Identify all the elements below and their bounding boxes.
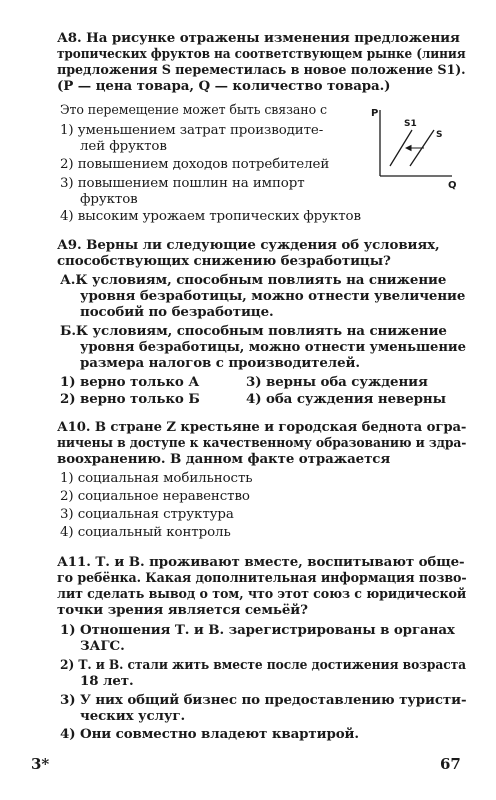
a8-line-3: предложения S переместилась в новое положение S1). bbox=[57, 62, 466, 78]
a11-line-4: точки зрения является семьёй? bbox=[57, 602, 308, 618]
a11-option-3: 3) У них общий бизнес по предоставлению туристи- bbox=[60, 692, 467, 708]
a11-line-1: А11. Т. и В. проживают вместе, воспитывают обще- bbox=[57, 554, 465, 570]
a8-option-3-cont: фруктов bbox=[80, 192, 138, 207]
a8-option-3: 3) повышением пошлин на импорт bbox=[60, 176, 305, 191]
a10-line-1: А10. В стране Z крестьяне и городская беднота огра- bbox=[57, 419, 467, 435]
p-axis-label: P bbox=[371, 108, 379, 119]
a8-option-4: 4) высоким урожаем тропических фруктов bbox=[60, 209, 361, 224]
a9-statement-b-1: Б.К условиям, способным повлиять на снижение bbox=[60, 323, 447, 339]
a11-option-3-cont: ческих услуг. bbox=[80, 708, 186, 724]
a8-line-4: (Р — цена товара, Q — количество товара.) bbox=[57, 78, 391, 94]
a11-option-1: 1) Отношения Т. и В. зарегистрированы в органах bbox=[60, 622, 455, 638]
supply-shift-graph bbox=[368, 104, 464, 192]
a9-line-1: А9. Верны ли следующие суждения об условиях, bbox=[57, 237, 440, 253]
a10-option-4: 4) социальный контроль bbox=[60, 525, 231, 540]
a9-statement-a-3: пособий по безработице. bbox=[80, 304, 274, 320]
a9-option-4: 4) оба суждения неверны bbox=[246, 391, 446, 407]
a8-option-2: 2) повышением доходов потребителей bbox=[60, 157, 330, 172]
a8-line-2: тропических фруктов на соответствующем рынке (линия bbox=[57, 46, 466, 62]
a11-option-2-cont: 18 лет. bbox=[80, 673, 134, 689]
a8-option-1-cont: лей фруктов bbox=[80, 139, 167, 154]
a9-statement-b-2: уровня безработицы, можно отнести уменьшение bbox=[80, 339, 466, 355]
page-number: 67 bbox=[440, 755, 461, 773]
a11-option-2: 2) Т. и В. стали жить вместе после достижения возраста bbox=[60, 657, 466, 673]
a10-option-1: 1) социальная мобильность bbox=[60, 471, 253, 486]
a11-line-2: го ребёнка. Какая дополнительная информация позво- bbox=[57, 570, 467, 586]
s1-label: S1 bbox=[404, 119, 417, 129]
a9-option-2: 2) верно только Б bbox=[60, 391, 200, 407]
a11-option-1-cont: ЗАГС. bbox=[80, 638, 125, 654]
a11-option-4: 4) Они совместно владеют квартирой. bbox=[60, 726, 359, 742]
a9-statement-a-1: А.К условиям, способным повлиять на снижение bbox=[60, 272, 447, 288]
a9-statement-a-2: уровня безработицы, можно отнести увеличение bbox=[80, 288, 466, 304]
a9-statement-b-3: размера налогов с производителей. bbox=[80, 355, 360, 371]
s-label: S bbox=[436, 130, 443, 140]
a9-option-3: 3) верны оба суждения bbox=[246, 374, 428, 390]
a10-line-3: воохранению. В данном факте отражается bbox=[57, 451, 391, 467]
a10-option-3: 3) социальная структура bbox=[60, 507, 234, 522]
a11-line-3: лит сделать вывод о том, что этот союз с юридической bbox=[57, 586, 467, 602]
a9-option-1: 1) верно только А bbox=[60, 374, 200, 390]
a9-line-2: способствующих снижению безработицы? bbox=[57, 253, 391, 269]
a8-line-1: А8. На рисунке отражены изменения предложения bbox=[57, 30, 460, 46]
a10-line-2: ничены в доступе к качественному образованию и здра- bbox=[57, 435, 467, 451]
a10-option-2: 2) социальное неравенство bbox=[60, 489, 250, 504]
signature-mark: 3* bbox=[31, 755, 50, 773]
q-axis-label: Q bbox=[448, 180, 457, 191]
a8-intro: Это перемещение может быть связано с bbox=[60, 102, 327, 117]
a8-option-1: 1) уменьшением затрат производите- bbox=[60, 123, 324, 138]
